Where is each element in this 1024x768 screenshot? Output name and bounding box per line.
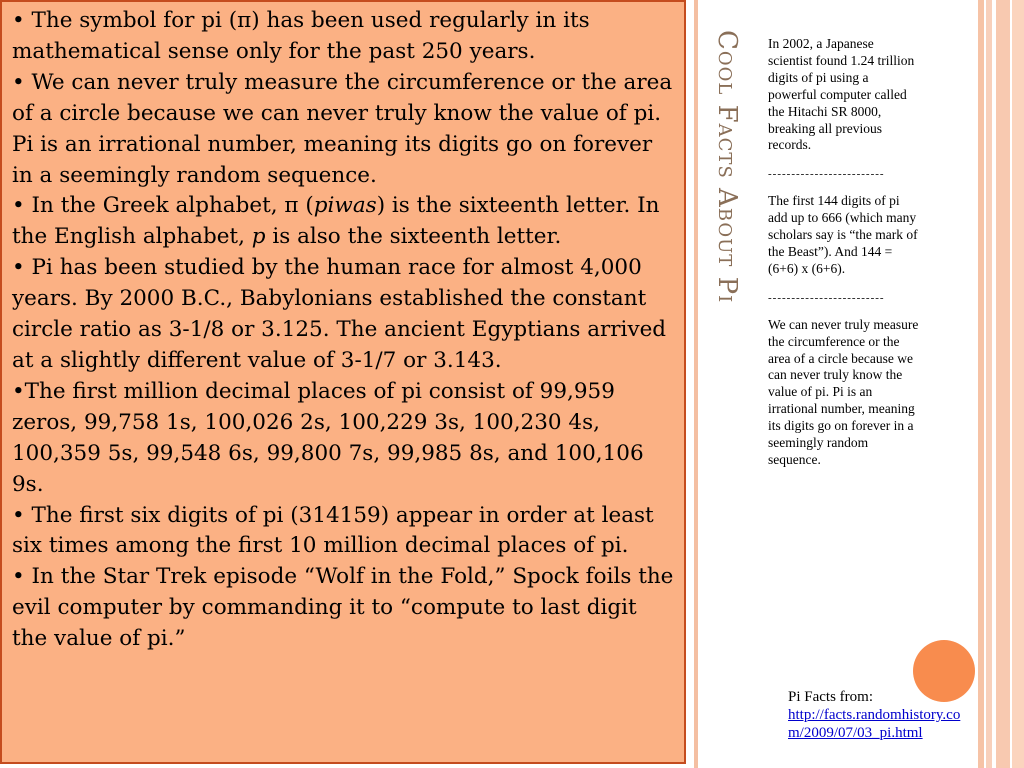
source-link[interactable]: http://facts.randomhistory.com/2009/07/03_pi.html bbox=[788, 707, 961, 741]
bullet-3-p: p bbox=[251, 224, 266, 250]
title-area bbox=[702, 30, 752, 390]
bullet-1: • The symbol for pi (π) has been used regularly in its mathematical sense only for the past 250 years. bbox=[12, 8, 590, 64]
bullet-3-pre: • In the Greek alphabet, π ( bbox=[12, 193, 314, 219]
decorative-stripe bbox=[978, 0, 984, 768]
separator-2: ------------------------- bbox=[768, 291, 885, 304]
side-note-1: In 2002, a Japanese scientist found 1.24 trillion digits of pi using a powerful computer called the Hitachi SR 8000, breaking all previous records. bbox=[768, 36, 915, 153]
bullet-5: •The first million decimal places of pi consist of 99,959 zeros, 99,758 1s, 100,026 2s, 100,229 3s, 100,230 4s, 100,359 5s, 99,548 6s, 99,800 7s, 99,985 8s, and 100,106 9s. bbox=[12, 378, 644, 497]
divider-band bbox=[694, 0, 698, 768]
bullet-7: • In the Star Trek episode “Wolf in the Fold,” Spock foils the evil computer by commanding it to “compute to last digit the value of pi.” bbox=[12, 564, 674, 652]
bullet-6: • The first six digits of pi (314159) appear in order at least six times among the first 10 million decimal places of pi. bbox=[12, 502, 654, 559]
separator-1: ------------------------- bbox=[768, 168, 885, 181]
bullet-3-piwas: piwas bbox=[313, 193, 377, 219]
decorative-stripe bbox=[986, 0, 992, 768]
source-label: Pi Facts from: bbox=[788, 689, 873, 705]
decorative-stripe bbox=[996, 0, 1010, 768]
bullet-3-post: is also the sixteenth letter. bbox=[265, 224, 562, 250]
bullet-3 bbox=[12, 191, 678, 253]
slide-title: Cool Facts About Pi bbox=[712, 30, 742, 304]
side-notes bbox=[768, 36, 920, 469]
bullet-3-mid: ) is the sixteenth letter. In the English alphabet, bbox=[12, 193, 660, 250]
bullet-2: • We can never truly measure the circumference or the area of a circle because we can never truly know the value of pi. Pi is an irrational number, meaning its digits go on forever in a seemingly random sequence. bbox=[12, 69, 673, 188]
decorative-stripe bbox=[1012, 0, 1024, 768]
side-note-3: We can never truly measure the circumference or the area of a circle because we can never truly know the value of pi. Pi is an irrational number, meaning its digits go on forever in a seemingly random sequence. bbox=[768, 316, 919, 467]
side-note-2: The first 144 digits of pi add up to 666 (which many scholars say is “the mark of the Beast”). And 144 = (6+6) x (6+6). bbox=[768, 193, 918, 276]
bullet-4: • Pi has been studied by the human race for almost 4,000 years. By 2000 B.C., Babylonians established the constant circle ratio as 3-1/8 or 3.125. The ancient Egyptians arrived at a slightly different value of 3-1/7 or 3.143. bbox=[12, 255, 667, 373]
source-credit bbox=[788, 688, 966, 742]
